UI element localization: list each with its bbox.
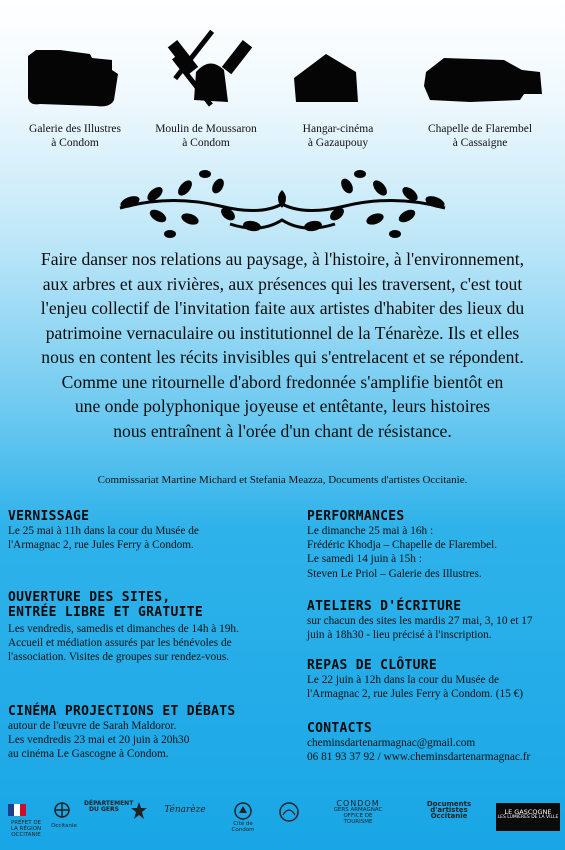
vernissage-section <box>8 509 278 552</box>
tenareze-logo <box>160 801 210 835</box>
repas-line: l'Armagnac 2, rue Jules Ferry à Condom. (15 €) <box>307 688 523 701</box>
gascogne-logo <box>496 803 560 831</box>
vernissage-line: l'Armagnac 2, rue Jules Ferry à Condom. <box>8 539 194 552</box>
dda-logo <box>424 801 474 835</box>
site-caption-hangar <box>268 122 408 150</box>
site-caption-chapelle <box>410 122 550 150</box>
intro-line: nous en content les récits invisibles qui s'entrelacent et se répondent. <box>41 347 524 367</box>
cinema-line: au cinéma Le Gascogne à Condom. <box>8 748 169 761</box>
cinema-line: autour de l'œuvre de Sarah Maldoror. <box>8 720 177 732</box>
departement-logo <box>84 800 134 835</box>
round-emblem-icon <box>278 801 300 823</box>
intro-line: Faire danser nos relations au paysage, à l'histoire, à l'environnement, <box>40 249 525 269</box>
chapelle-silhouette-icon <box>424 58 542 102</box>
ouverture-line: l'association. Visites de groupes sur rendez-vous. <box>8 651 230 664</box>
site-name: Galerie des Illustres <box>29 123 121 135</box>
partner-logos <box>0 793 565 843</box>
gascogne-text: LE GASCOGNE <box>504 808 552 816</box>
intro-line: aux arbres et aux rivières, aux présences qui les traversent, c'est tout <box>42 273 523 294</box>
site-caption-galerie <box>5 122 145 150</box>
star-emblem-logo <box>130 801 150 835</box>
site-town: à Gazaupouy <box>307 137 369 149</box>
site-name: Moulin de Moussaron <box>155 123 257 135</box>
intro-paragraph <box>8 247 557 443</box>
performances-line: Le samedi 14 juin à 15h : <box>307 553 422 566</box>
floral-ornament-icon <box>110 164 455 244</box>
cinema-section <box>8 704 288 762</box>
ouverture-heading-2: ENTRÉE LIBRE ET GRATUITE <box>8 605 204 620</box>
vernissage-line: Le 25 mai à 11h dans la cour du Musée de <box>8 525 199 537</box>
vernissage-heading: VERNISSAGE <box>8 509 90 524</box>
cite-emblem-icon <box>233 801 253 821</box>
ouverture-heading: OUVERTURE DES SITES, <box>8 590 171 605</box>
repas-line: Le 22 juin à 12h dans la cour du Musée de <box>307 674 499 686</box>
ateliers-section <box>307 599 562 642</box>
performances-section <box>307 509 562 581</box>
repas-heading: REPAS DE CLÔTURE <box>307 658 438 673</box>
contact-phone-website[interactable]: 06 81 93 37 92 / www.cheminsdartenarmagnac.fr <box>307 751 531 764</box>
site-silhouettes <box>0 14 565 114</box>
ouverture-section <box>8 590 288 665</box>
condom-tourisme-logo <box>330 801 386 835</box>
moulin-silhouette-icon <box>168 30 252 107</box>
tenareze-text: Ténarèze <box>164 805 206 815</box>
galerie-silhouette-icon <box>28 50 118 106</box>
cite-text: Cité de Condom <box>231 821 255 833</box>
site-captions <box>0 122 565 156</box>
star-emblem-icon <box>130 801 148 821</box>
condom-text: CONDOM <box>336 799 380 808</box>
hangar-silhouette-icon <box>294 54 358 102</box>
cinema-heading: CINÉMA PROJECTIONS ET DÉBATS <box>8 704 236 719</box>
ouverture-line: Accueil et médiation assurés par les bénévoles de <box>8 637 232 650</box>
cite-condom-logo <box>226 801 260 835</box>
region-logo <box>50 801 78 835</box>
performances-line: Frédéric Khodja – Chapelle de Flarembel. <box>307 539 498 552</box>
round-emblem-logo <box>278 801 302 835</box>
region-text: Occitanie <box>51 823 77 829</box>
gascogne-sub-text: LES LUMIÈRES DE LA VILLE <box>497 815 559 820</box>
site-town: à Condom <box>51 137 99 149</box>
intro-line: une onde polyphonique joyeuse et entêtante, leurs histoires <box>74 396 491 416</box>
condom-sub2-text: OFFICE DE TOURISME <box>343 813 373 825</box>
prefet-logo <box>8 801 44 838</box>
intro-line: patrimoine vernaculaire ou institutionnel de la Ténarèze. Ils et elles <box>45 322 520 343</box>
departement-text: DÉPARTEMENT DU GERS <box>84 800 134 813</box>
performances-line: Steven Le Priol – Galerie des Illustres. <box>307 567 482 580</box>
prefet-text: PRÉFET DE LA RÉGION OCCITANIE <box>10 820 42 838</box>
performances-heading: PERFORMANCES <box>307 509 405 524</box>
dda-line: d'artistes <box>430 806 468 814</box>
ateliers-line: juin à 18h30 - lieu précisé à l'inscription. <box>307 629 492 642</box>
intro-line: l'enjeu collectif de l'invitation faite aux artistes d'habiter des lieux du <box>40 298 525 318</box>
contacts-heading: CONTACTS <box>307 721 373 736</box>
contact-email[interactable]: cheminsdartenarmagnac@gmail.com <box>307 737 476 749</box>
occitanie-cross-icon <box>50 801 74 819</box>
dda-line: Documents <box>426 800 472 808</box>
performances-line: Le dimanche 25 mai à 16h : <box>307 525 434 537</box>
contacts-section <box>307 721 562 764</box>
cinema-line: Les vendredis 23 mai et 20 juin à 20h30 <box>8 734 190 747</box>
repas-section <box>307 658 562 701</box>
tricolor-flag-icon <box>8 804 44 816</box>
intro-line: Comme une ritournelle d'abord fredonnée s'amplifie bientôt en <box>61 371 504 392</box>
dda-line: Occitanie <box>430 812 468 820</box>
curator-credit: Commissariat Martine Michard et Stefania Meazza, Documents d'artistes Occitanie. <box>97 474 468 486</box>
site-name: Hangar-cinéma <box>302 123 374 135</box>
ouverture-line: Les vendredis, samedis et dimanches de 14h à 19h. <box>8 623 239 635</box>
site-name: Chapelle de Flarembel <box>427 123 533 135</box>
ateliers-heading: ATELIERS D'ÉCRITURE <box>307 599 462 614</box>
ateliers-line: sur chacun des sites les mardis 27 mai, 3, 10 et 17 <box>307 615 533 627</box>
condom-sub-text: GERS ARMAGNAC <box>333 807 383 813</box>
site-town: à Condom <box>182 137 230 149</box>
site-town: à Cassaigne <box>452 137 508 149</box>
intro-line: nous entraînent à l'orée d'un chant de résistance. <box>113 420 452 441</box>
site-caption-moulin <box>136 122 276 150</box>
